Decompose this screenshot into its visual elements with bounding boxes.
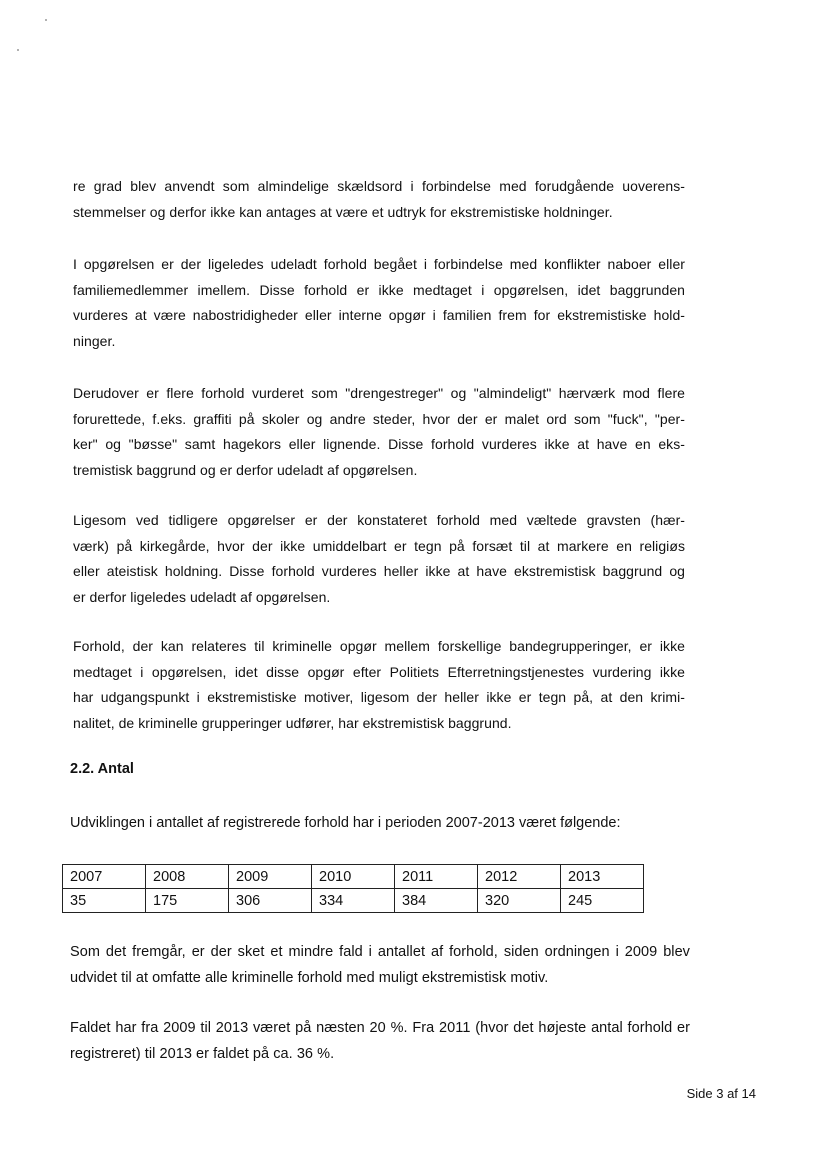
paragraph-gravsten xyxy=(73,508,685,610)
table-row-years xyxy=(63,865,644,889)
scan-speck xyxy=(17,49,19,51)
text-line: nalitet, de kriminelle grupperinger udfører, har ekstremistisk baggrund. xyxy=(73,714,512,731)
year-cell: 2011 xyxy=(395,865,478,889)
count-cell: 35 xyxy=(63,889,146,913)
text-line: vurderes at være nabostridigheder eller interne opgør i familien frem for ekstremistiske hold- xyxy=(73,307,685,323)
paragraph-drengestreger xyxy=(73,381,685,483)
text-line: ninger. xyxy=(73,332,116,349)
incident-count-table xyxy=(62,864,644,913)
text-line: Faldet har fra 2009 til 2013 været på næsten 20 %. Fra 2011 (hvor det højeste antal forhold er xyxy=(70,1020,690,1036)
section-intro: Udviklingen i antallet af registrerede forhold har i perioden 2007-2013 været følgende: xyxy=(70,815,621,831)
paragraph-procent xyxy=(70,1016,690,1067)
text-line: I opgørelsen er der ligeledes udeladt forhold begået i forbindelse med konflikter naboer eller xyxy=(73,256,685,272)
paragraph-fald xyxy=(70,940,690,991)
text-line: Som det fremgår, er der sket et mindre fald i antallet af forhold, siden ordningen i 2009 blev xyxy=(70,944,690,960)
text-line: Derudover er flere forhold vurderet som "drengestreger" og "almindeligt" hærværk mod flere xyxy=(73,385,685,401)
text-line: familiemedlemmer imellem. Disse forhold er ikke medtaget i opgørelsen, idet baggrunden xyxy=(73,281,685,298)
year-cell: 2012 xyxy=(478,865,561,889)
year-cell: 2007 xyxy=(63,865,146,889)
text-line: er derfor ligeledes udeladt af opgørelsen. xyxy=(73,588,331,605)
text-line: medtaget i opgørelsen, idet disse opgør efter Politiets Efterretningstjenestes vurdering ikke xyxy=(73,663,685,680)
count-cell: 306 xyxy=(229,889,312,913)
count-cell: 175 xyxy=(146,889,229,913)
paragraph-skaeldsord xyxy=(73,174,685,225)
count-cell: 334 xyxy=(312,889,395,913)
count-cell: 384 xyxy=(395,889,478,913)
paragraph-bandegrupperinger xyxy=(73,634,685,736)
page-number: Side 3 af 14 xyxy=(686,1086,756,1101)
text-line: registreret) til 2013 er faldet på ca. 36 %. xyxy=(70,1045,335,1062)
count-cell: 320 xyxy=(478,889,561,913)
text-line: stemmelser og derfor ikke kan antages at være et udtryk for ekstremistiske holdninger. xyxy=(73,203,613,220)
paragraph-naboer xyxy=(73,252,685,354)
count-cell: 245 xyxy=(561,889,644,913)
text-line: ker" og "bøsse" samt hagekors eller lignende. Disse forhold vurderes ikke at have en eks- xyxy=(73,436,685,452)
text-line: har udgangspunkt i ekstremistiske motiver, ligesom der heller ikke er tegn på, at den krimi- xyxy=(73,689,685,705)
text-line: værk) på kirkegårde, hvor der ikke umiddelbart er tegn på forsæt til at markere en religiøs xyxy=(73,537,685,554)
text-line: re grad blev anvendt som almindelige skældsord i forbindelse med forudgående uoverens- xyxy=(73,178,685,194)
year-cell: 2008 xyxy=(146,865,229,889)
text-line: forurettede, f.eks. graffiti på skoler og andre steder, hvor der er malet ord som "fuck", "per- xyxy=(73,410,685,427)
text-line: Forhold, der kan relateres til kriminelle opgør mellem forskellige bandegrupperinger, er ikke xyxy=(73,638,685,654)
text-line: Ligesom ved tidligere opgørelser er der konstateret forhold med væltede gravsten (hær- xyxy=(73,512,685,528)
table-row-counts xyxy=(63,889,644,913)
year-cell: 2010 xyxy=(312,865,395,889)
text-line: udvidet til at omfatte alle kriminelle forhold med muligt ekstremistisk motiv. xyxy=(70,969,549,986)
scan-speck xyxy=(45,19,47,21)
year-cell: 2013 xyxy=(561,865,644,889)
text-line: eller ateistisk holdning. Disse forhold vurderes heller ikke at have ekstremistisk baggrund og xyxy=(73,563,685,579)
year-cell: 2009 xyxy=(229,865,312,889)
text-line: tremistisk baggrund og er derfor udeladt af opgørelsen. xyxy=(73,461,418,478)
section-heading: 2.2. Antal xyxy=(70,761,134,777)
